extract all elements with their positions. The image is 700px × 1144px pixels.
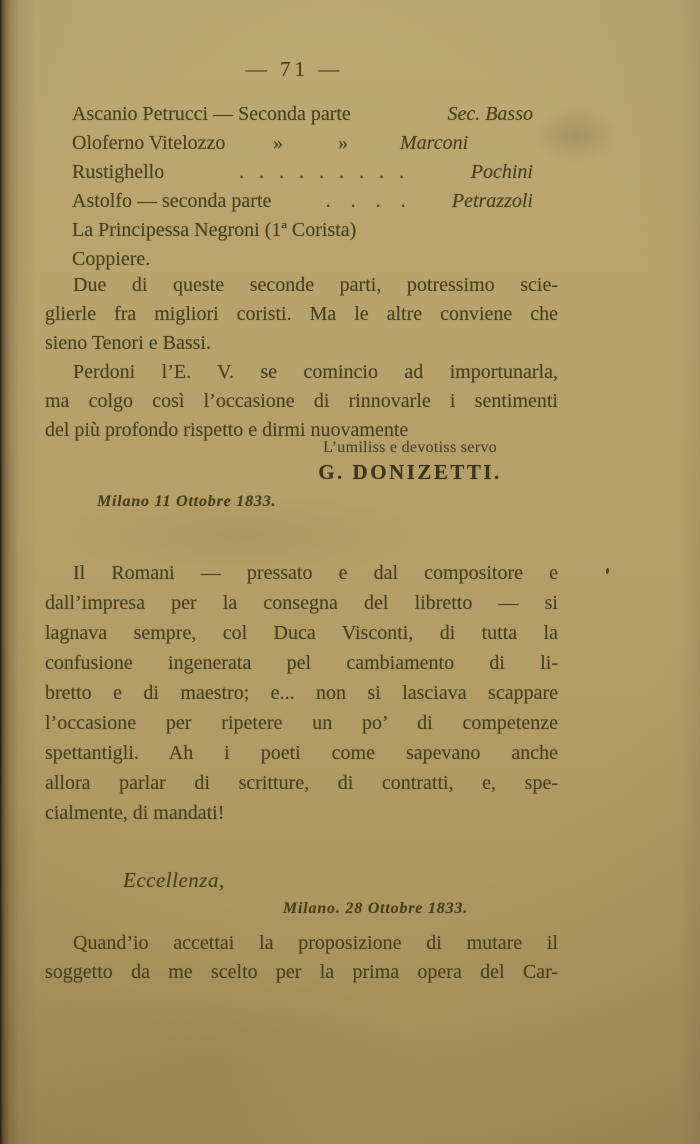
signature-name: G. DONIZETTI. [318,460,502,484]
section-heading-eccellenza: Eccellenza, [123,868,225,892]
signature-salutation: L’umiliss e devotiss servo [323,439,497,456]
text-line: soggetto da me scelto per la prima opera del Car- [45,961,558,983]
dot-leader: . . . . . . . . . [239,161,404,183]
cast-row [72,187,533,216]
paragraph [45,558,558,828]
cast-list [72,100,533,274]
text-line: ma colgo così l’occasione di rinnovarle i sentimenti [45,390,558,412]
dateline-second: Milano. 28 Ottobre 1833. [283,900,468,917]
text-line: sieno Tenori e Bassi. [45,332,211,354]
text-line: lagnava sempre, col Duca Visconti, di tutta la [45,622,558,644]
dateline-first: Milano 11 Ottobre 1833. [97,493,277,510]
cast-performer: Marconi [400,132,469,154]
page-number: — 71 — [245,57,344,81]
text-line: Perdoni l’E. V. se comincio ad importunarla, [73,361,558,383]
paragraph [45,929,558,987]
text-line: Quand’io accettai la proposizione di mutare il [73,932,558,954]
cast-role: Ascanio Petrucci — Seconda parte [72,103,351,125]
text-line: bretto e di maestro; e... non si lasciava scappare [45,682,558,704]
dot-leader: . . . . [325,190,406,212]
cast-role: La Principessa Negroni (1ª Corista) [72,219,357,241]
text-line: Il Romani — pressato e dal compositore e [73,562,558,584]
ditto-mark: » [273,132,283,154]
signature-block [250,438,570,484]
cast-role: Rustighello [72,161,165,183]
text-line: l’occasione per ripetere un po’ di competenze [45,712,558,734]
cast-row [72,216,533,245]
cast-row [72,158,533,187]
cast-role: Oloferno Vitelozzo [72,132,226,154]
text-line: glierle fra migliori coristi. Ma le altre conviene che [45,303,558,325]
text-line: dall’impresa per la consegna del libretto — si [45,592,558,614]
paragraph [45,271,558,358]
text-line: allora parlar di scritture, di contratti, e, spe- [45,772,558,794]
cast-performer: Pochini [470,161,533,183]
cast-row [72,129,533,158]
cast-row [72,100,533,129]
cast-performer: Sec. Basso [447,103,533,125]
cast-row [72,245,533,274]
paper-speck [606,568,610,574]
cast-role: Coppiere. [72,248,151,270]
text-line: Due di queste seconde parti, potressimo scie- [73,274,558,296]
cast-role: Astolfo — seconda parte [72,190,272,212]
cast-performer: Petrazzoli [451,190,533,212]
text-line: del più profondo rispetto e dirmi nuovamente [45,419,409,441]
text-line: confusione ingenerata pel cambiamento di li- [45,652,558,674]
text-line: spettantigli. Ah i poeti come sapevano anche [45,742,558,764]
ditto-mark: » [338,132,348,154]
paragraph [45,358,558,445]
text-line: cialmente, di mandati! [45,802,225,824]
